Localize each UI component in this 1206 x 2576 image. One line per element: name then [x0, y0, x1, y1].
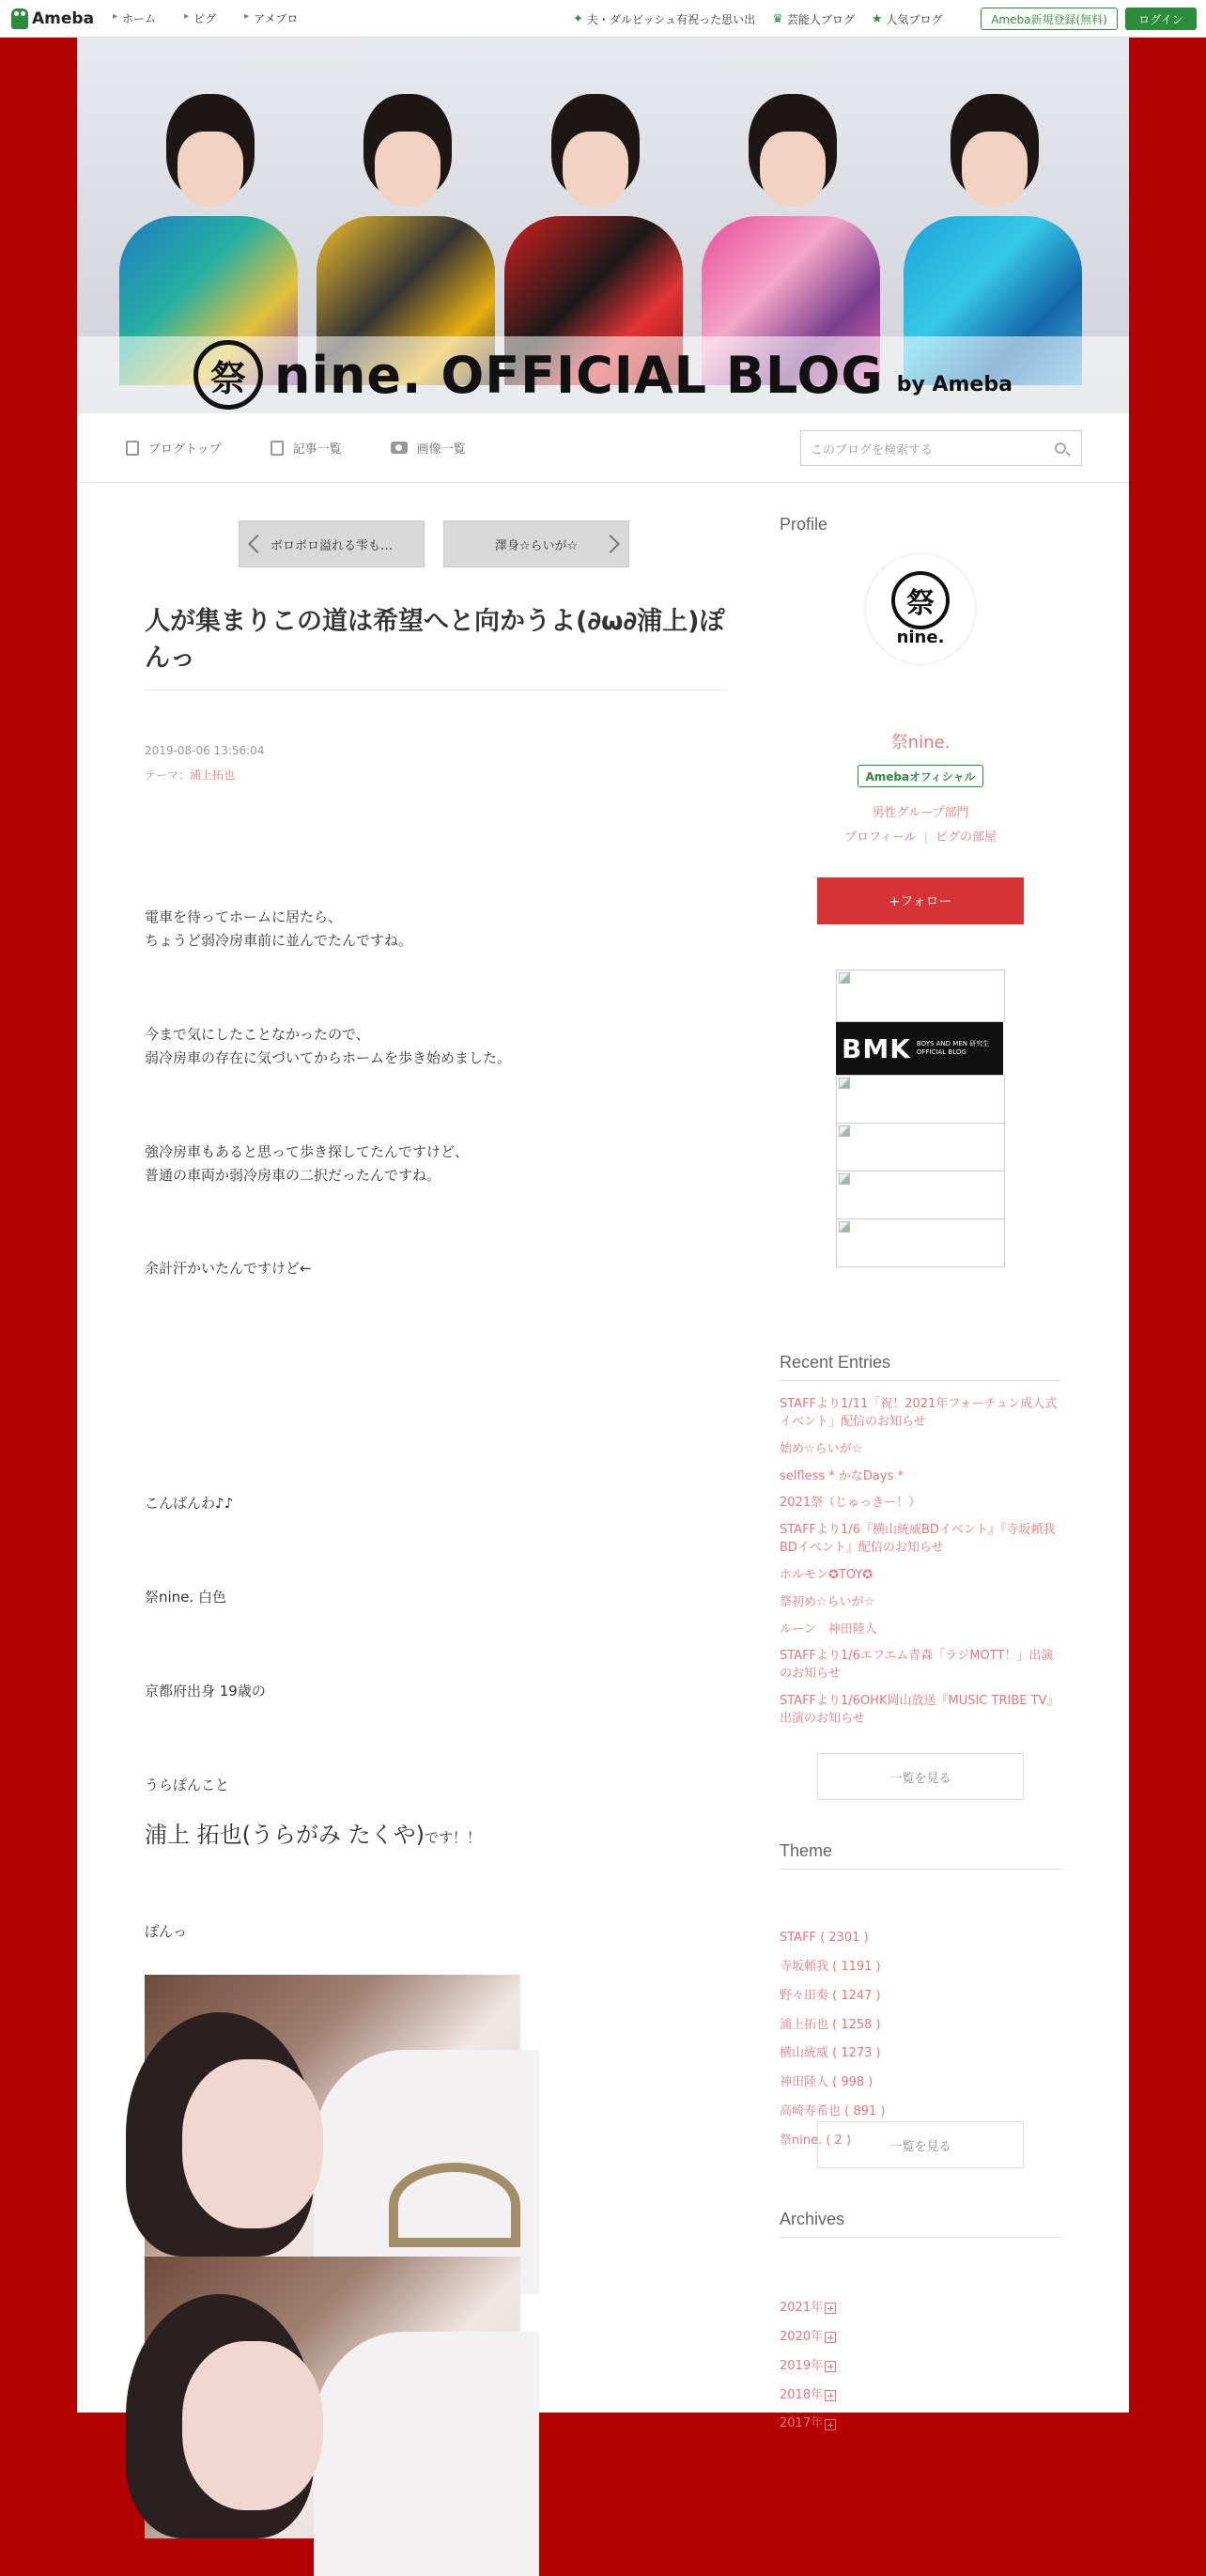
recent-entry-link[interactable]: selfless * かなDays * [780, 1468, 904, 1483]
blog-title: nine. OFFICIAL BLOG [274, 345, 884, 405]
archive-year[interactable]: 2021年 [780, 2300, 1061, 2318]
profile-link[interactable]: プロフィール [843, 830, 917, 845]
entry-title: 人が集まりこの道は希望へと向かうよ(∂ω∂浦上)ぽんっ [145, 603, 727, 691]
nav-home[interactable]: ▸ ホーム [113, 10, 156, 26]
nav-pigg[interactable]: ▸ ピグ [184, 10, 216, 26]
expand-icon[interactable] [825, 2419, 836, 2430]
search-placeholder: このブログを検索する [811, 442, 934, 458]
next-entry-button[interactable]: 澤身☆らいが☆ [443, 520, 629, 567]
profile-heading: Profile [780, 515, 828, 534]
body-line: ぽんっ [145, 1923, 188, 1940]
entry-theme [145, 767, 235, 783]
member-photo [904, 66, 1082, 376]
featured-link-2[interactable]: ♛ 芸能人ブログ [772, 11, 855, 26]
theme-more-button[interactable]: 一覧を見る [817, 2121, 1024, 2168]
recent-entry-link[interactable]: STAFFより1/6エフエム青森「ラジMOTT！」出演のお知らせ [780, 1649, 1054, 1682]
body-line: ちょうど弱冷房車前に並んでたんですね。 [145, 931, 413, 949]
entry-photo[interactable] [145, 2257, 520, 2538]
broken-image-icon [839, 1078, 850, 1089]
profile-category[interactable]: 男性グループ部門 [872, 806, 969, 820]
theme-heading: Theme [780, 1841, 1061, 1870]
member-photo [504, 66, 683, 376]
recent-entry-link[interactable]: STAFFより1/11「祝！2021年フォーチュン成人式イベント」配信のお知らせ [780, 1397, 1058, 1429]
theme-link[interactable]: 浦上拓也 [190, 768, 236, 782]
profile-name[interactable]: 祭nine. [890, 733, 951, 753]
broken-image-icon [839, 1173, 850, 1185]
blog-header-image[interactable] [77, 38, 1129, 413]
pages-icon [271, 441, 284, 456]
global-header [0, 0, 1206, 38]
camera-icon [391, 442, 408, 454]
subnav-image-list[interactable] [391, 439, 466, 457]
body-line: 祭nine. 白色 [145, 1589, 226, 1606]
banner-broken-image[interactable] [836, 970, 1005, 1022]
subnav-label: ブログトップ [148, 442, 222, 457]
recent-entry-link[interactable]: 始め☆らいが☆ [780, 1441, 863, 1456]
body-paragraph [145, 906, 412, 953]
nav-ameblo[interactable]: ▸ アメブロ [244, 10, 298, 26]
theme-link[interactable]: 寺坂頼我 ( 1191 ) [780, 1959, 881, 1974]
body-line: 弱冷房車の存在に気づいてからホームを歩き始めました。 [145, 1048, 512, 1066]
body-line: 強冷房車もあると思って歩き探してたんですけど、 [145, 1143, 470, 1160]
body-line: 普通の車両か弱冷房車の二択だったんですね。 [145, 1166, 441, 1184]
body-line: こんばんわ♪♪ [145, 1495, 234, 1512]
bmk-title: BMK [842, 1032, 911, 1064]
theme-link[interactable]: 高崎寿希也 ( 891 ) [780, 2104, 886, 2119]
expand-icon[interactable] [825, 2361, 836, 2372]
theme-link[interactable]: 横山統威 ( 1273 ) [780, 2046, 881, 2061]
broken-image-icon [839, 1221, 850, 1233]
body-paragraph [145, 1141, 469, 1187]
member-photo [317, 66, 495, 376]
recent-entry-link[interactable]: STAFFより1/6『横山統威BDイベント』『寺坂頼我BDイベント』配信のお知らせ [780, 1523, 1056, 1556]
theme-link[interactable]: STAFF ( 2301 ) [780, 1931, 869, 1945]
blog-subnav [77, 413, 1129, 483]
archives-list [780, 2300, 1061, 2444]
member-photo [702, 66, 880, 376]
sparkle-icon: ✦ [573, 11, 583, 26]
star-icon: ★ [871, 11, 883, 26]
subnav-label: 画像一覧 [416, 442, 466, 457]
recent-entry-link[interactable]: ルーン 神田陸人 [780, 1622, 877, 1637]
body-paragraph [145, 1023, 511, 1070]
body-line-intro [145, 1817, 481, 1854]
follow-button[interactable]: +フォロー [817, 877, 1024, 924]
recent-entries-list [780, 1396, 1061, 1738]
matsuri-seal-icon: 祭 [193, 340, 263, 410]
recent-entry-link[interactable]: STAFFより1/6OHK岡山放送『MUSIC TRIBE TV』出演のお知らせ [780, 1694, 1059, 1726]
featured-links [573, 0, 960, 38]
theme-label: テーマ： [145, 768, 191, 782]
expand-icon[interactable] [825, 2303, 836, 2314]
body-line: うらぽんこと [145, 1777, 230, 1793]
recent-more-button[interactable]: 一覧を見る [817, 1753, 1024, 1800]
body-text: です！！ [424, 1829, 481, 1846]
profile-avatar[interactable] [866, 554, 975, 663]
entry-date: 2019-08-06 13:56:04 [145, 744, 265, 757]
recent-entry-link[interactable]: ホルモン✪TOY✪ [780, 1567, 874, 1582]
archive-year[interactable]: 2020年 [780, 2329, 1061, 2347]
ameba-frog-icon [11, 8, 28, 29]
archive-year[interactable]: 2019年 [780, 2358, 1061, 2376]
ameba-logo-text: Ameba [32, 8, 95, 28]
theme-link[interactable]: 浦上拓也 ( 1258 ) [780, 2017, 881, 2032]
broken-image-icon [839, 1125, 850, 1137]
recent-entry-link[interactable]: 祭初め☆らいが☆ [780, 1594, 875, 1609]
theme-link[interactable]: 祭nine. ( 2 ) [780, 2133, 852, 2148]
body-line: 余計汗かいたんですけど← [145, 1260, 312, 1277]
pigg-room-link[interactable]: ピグの部屋 [935, 830, 997, 845]
banner-broken-image[interactable] [836, 1075, 1005, 1124]
blog-search-input[interactable] [800, 430, 1082, 466]
global-nav [113, 10, 326, 26]
member-name-large: 浦上 拓也(うらがみ たくや) [145, 1822, 425, 1848]
theme-link[interactable]: 神田陸人 ( 998 ) [780, 2075, 874, 2090]
login-button[interactable]: ログイン [1125, 8, 1197, 30]
profile-links [780, 827, 1061, 845]
crown-icon: ♛ [772, 11, 783, 26]
body-line: 電車を待ってホームに居たら、 [145, 908, 343, 925]
divider: | [923, 830, 929, 845]
blog-container [77, 38, 1129, 2431]
subnav-label: 記事一覧 [292, 442, 342, 457]
member-photo [119, 66, 298, 376]
bmk-subtitle: BOYS AND MEN 研究生 OFFICIAL BLOG [916, 1039, 990, 1056]
register-button[interactable]: Ameba新規登録(無料) [981, 8, 1118, 30]
official-badge: Amebaオフィシャル [858, 765, 983, 787]
theme-link[interactable]: 野々田奏 ( 1247 ) [780, 1988, 881, 2003]
banner-broken-image[interactable] [836, 1123, 1005, 1172]
by-ameba: by Ameba [896, 372, 1013, 396]
body-line: 京都府出身 19歳の [145, 1683, 266, 1699]
featured-link-3[interactable]: ★ 人気ブログ [871, 11, 943, 26]
recent-entry-link[interactable]: 2021祭（じゅっきー！） [780, 1496, 921, 1511]
expand-icon[interactable] [825, 2332, 836, 2343]
archive-year[interactable]: 2018年 [780, 2387, 1061, 2405]
matsuri-seal-icon: 祭 [891, 571, 950, 629]
subnav-entry-list[interactable] [271, 439, 342, 457]
body-line: 今まで気にしたことなかったので、 [145, 1026, 370, 1043]
expand-icon[interactable] [825, 2390, 836, 2401]
featured-link-1[interactable]: ✦ 夫・ダルビッシュ有祝った思い出 [573, 11, 756, 26]
avatar-logo-text: nine. [896, 627, 945, 647]
search-icon[interactable] [1055, 442, 1066, 454]
entry-photo[interactable] [145, 1975, 520, 2257]
bmk-banner[interactable] [836, 1022, 1003, 1075]
subnav-blog-top[interactable] [126, 439, 222, 457]
entry-pager [239, 520, 629, 567]
prev-entry-button[interactable]: ボロボロ溢れる雫も… [239, 520, 425, 567]
banner-broken-image[interactable] [836, 1218, 1005, 1267]
archive-year[interactable]: 2017年 [780, 2415, 1061, 2433]
blog-logo-band [77, 336, 1129, 413]
ameba-logo[interactable] [11, 8, 94, 29]
archives-heading: Archives [780, 2210, 1061, 2238]
banner-broken-image[interactable] [836, 1171, 1005, 1219]
recent-entries-heading: Recent Entries [780, 1353, 1061, 1381]
document-icon [126, 441, 139, 456]
broken-image-icon [839, 972, 850, 984]
